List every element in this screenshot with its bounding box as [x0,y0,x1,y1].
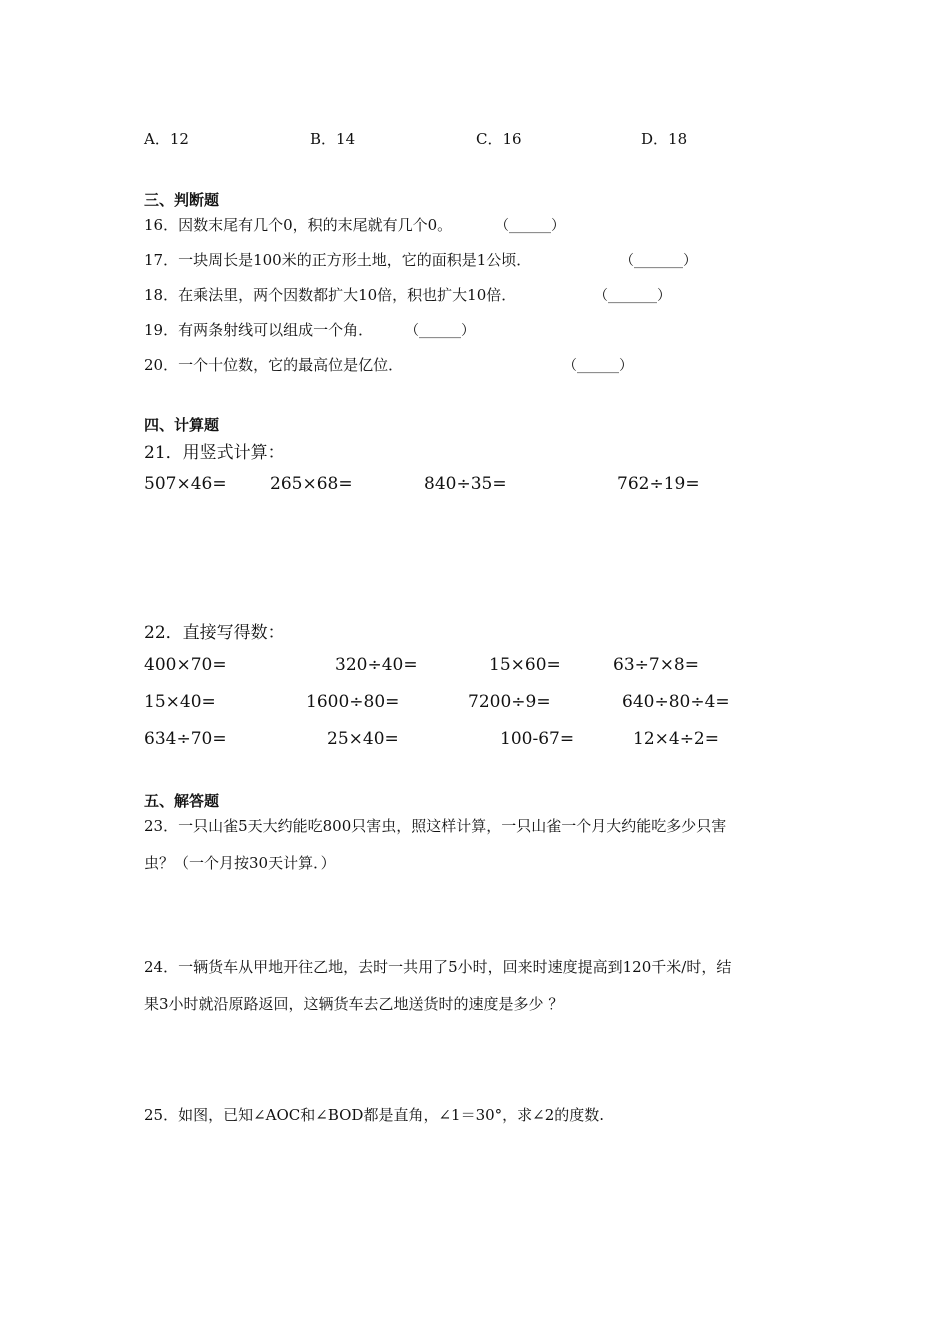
q22-cell: 320÷40= [335,655,418,675]
q16-text: 16．因数末尾有几个0，积的末尾就有几个0。 [144,216,453,234]
q21-problem: 762÷19= [617,474,700,494]
choice-b: B．14 [310,130,356,148]
section3-heading: 三、判断题 [144,191,220,209]
q22-cell: 400×70= [144,655,227,675]
q24-line1: 24．一辆货车从甲地开往乙地，去时一共用了5小时，回来时速度提高到120千米/时，结 [144,958,732,976]
q21-title: 21．用竖式计算： [144,443,285,463]
q18-blank: （_______） [594,288,671,304]
q22-cell: 1600÷80= [306,692,400,712]
q21-problem: 840÷35= [424,474,507,494]
q19-text: 19．有两条射线可以组成一个角． [144,321,374,339]
q22-cell: 12×4÷2= [633,729,719,749]
q17-blank: （_______） [620,253,697,269]
q23-line2: 虫？（一个月按30天计算．） [144,854,336,872]
section4-heading: 四、计算题 [144,416,220,434]
q22-cell: 25×40= [327,729,399,749]
q21-problem: 265×68= [270,474,353,494]
q20-text: 20．一个十位数，它的最高位是亿位． [144,356,404,374]
choice-a: A．12 [144,130,189,148]
q22-cell: 640÷80÷4= [622,692,730,712]
q23-line1: 23．一只山雀5天大约能吃800只害虫，照这样计算，一只山雀一个月大约能吃多少只害 [144,817,727,835]
q25-line1: 25．如图，已知∠AOC和∠BOD都是直角，∠1＝30°，求∠2的度数. [144,1106,605,1124]
q22-cell: 7200÷9= [468,692,551,712]
q21-problem: 507×46= [144,474,227,494]
choice-d: D．18 [641,130,688,148]
q22-cell: 15×40= [144,692,216,712]
section5-heading: 五、解答题 [144,792,220,810]
q20-blank: （______） [563,358,633,374]
q19-blank: （______） [405,323,475,339]
q24-line2: 果3小时就沿原路返回，这辆货车去乙地送货时的速度是多少 ？ [144,995,564,1013]
q22-cell: 15×60= [489,655,561,675]
q16-blank: （______） [495,218,565,234]
q22-title: 22．直接写得数： [144,623,285,643]
q22-cell: 100-67= [500,729,575,749]
q22-cell: 63÷7×8= [613,655,699,675]
q22-cell: 634÷70= [144,729,227,749]
choice-c: C．16 [476,130,522,148]
q17-text: 17．一块周长是100米的正方形土地，它的面积是1公顷． [144,251,532,269]
q18-text: 18．在乘法里，两个因数都扩大10倍，积也扩大10倍． [144,286,517,304]
